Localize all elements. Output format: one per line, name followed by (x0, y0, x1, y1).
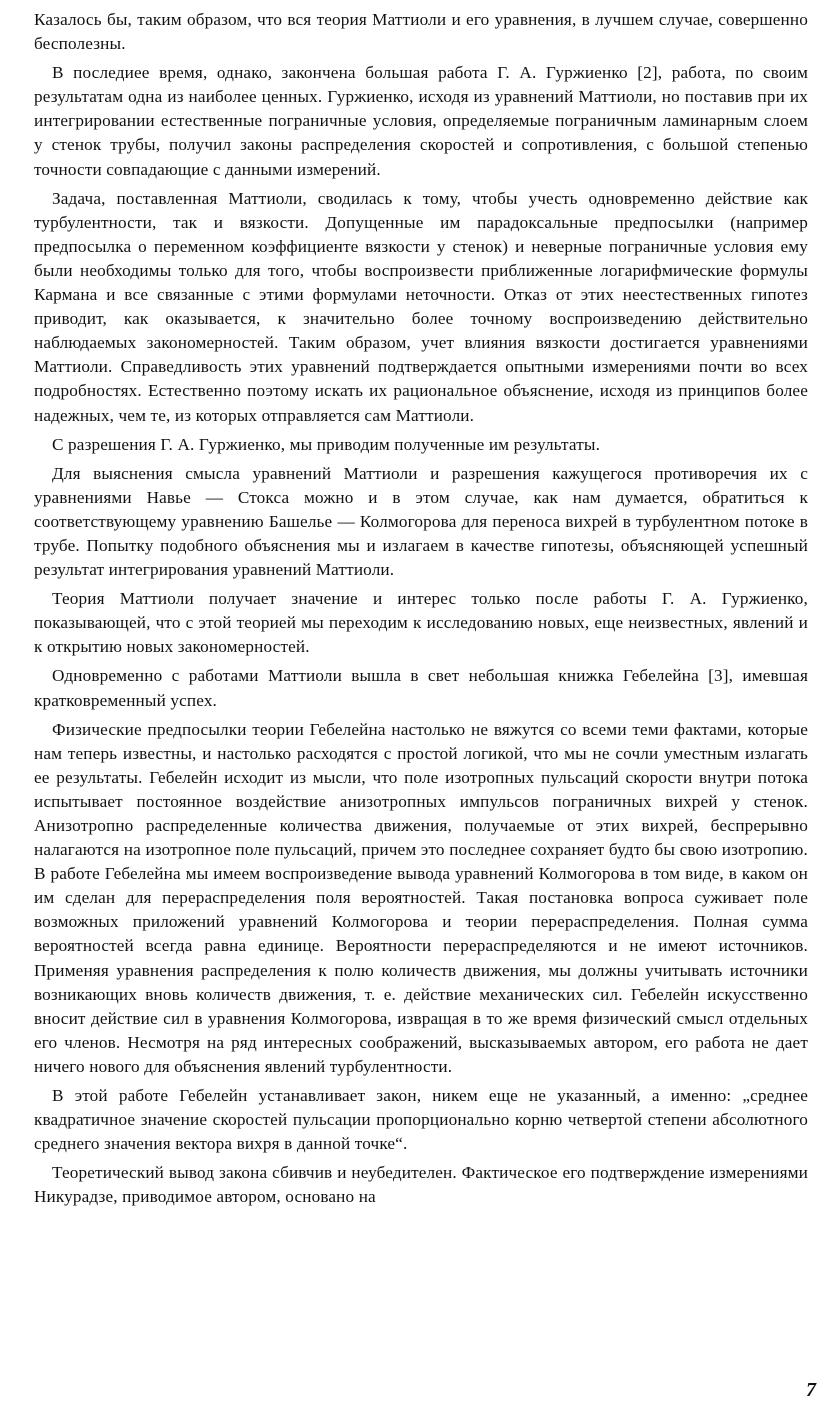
paragraph-6: Теория Маттиоли получает значение и интерес только после работы Г. А. Гуржиенко, показывающей, что с этой теорией мы переходим к исследованию новых, еще неизвестных, явлений и к открытию новых закономерностей. (34, 589, 808, 657)
page-number: 7 (806, 1379, 816, 1401)
paragraph-8: Физические предпосылки теории Гебелейна настолько не вяжутся со всеми теми фактами, которые нам теперь известны, и настолько расходятся с простой логикой, что мы не сочли уместным излагать ее результаты. Гебелейн исходит из мысли, что поле изотропных пульсаций скорости внутри потока испытывает постоянное воздействие анизотропных импульсов пограничных вихрей у стенок. Анизотропно распределенные количества движения, получаемые от этих вихрей, беспрерывно налагаются на изотропное поле пульсаций, причем это последнее сохраняет будто бы свою изотропию. В работе Гебелейна мы имеем воспроизведение вывода уравнений Колмогорова в том виде, в каком он им сделан для перераспределения поля вероятностей. Такая постановка вопроса суживает поле возможных приложений уравнений Колмогорова и теории перераспределения. Полная сумма вероятностей всегда равна единице. Вероятности перераспределяются и не имеют источников. Применяя уравнения распределения к полю количеств движения, мы должны учитывать источники возникающих вновь количеств движения, т. е. действие механических сил. Гебелейн искусственно вносит действие сил в уравнения Колмогорова, извращая в то же время физический смысл отдельных его членов. Несмотря на ряд интересных соображений, высказываемых автором, его работа не дает ничего нового для объяснения явлений турбулентности. (34, 719, 808, 1076)
paragraph-1: Казалось бы, таким образом, что вся теория Маттиоли и его уравнения, в лучшем случае, совершенно бесполезны. (34, 10, 808, 54)
paragraph-2: В последиее время, однако, закончена большая работа Г. А. Гуржиенко [2], работа, по своим результатам одна из наиболее ценных. Гуржиенко, исходя из уравнений Маттиоли, но поставив при их интегрировании естественные пограничные условия, определяемые пограничным ламинарным слоем у стенок трубы, получил законы распределения скоростей и сопротивления, с большой степенью точности совпадающие с данными измерений. (34, 63, 808, 179)
paragraph-5: Для выяснения смысла уравнений Маттиоли и разрешения кажущегося противоречия их с уравнениями Навье — Стокса можно и в этом случае, как нам думается, обратиться к соответствующему уравнению Башелье — Колмогорова для переноса вихрей в турбулентном потоке в трубе. Попытку подобного объяснения мы и излагаем в качестве гипотезы, объясняющей успешный результат интегрирования уравнений Маттиоли. (34, 463, 808, 580)
paragraph-9: В этой работе Гебелейн устанавливает закон, никем еще не указанный, а именно: „среднее квадратичное значение скоростей пульсации пропорционально корню четвертой степени абсолютного среднего значения вектора вихря в данной точке“. (34, 1086, 808, 1154)
paragraph-4: С разрешения Г. А. Гуржиенко, мы приводим полученные им результаты. (52, 434, 601, 454)
paragraph-3: Задача, поставленная Маттиоли, сводилась к тому, чтобы учесть одновременно действие как турбулентности, так и вязкости. Допущенные им парадоксальные предпосылки (например предпосылка о переменном коэффициенте вязкости у стенок) и неверные пограничные условия ему были необходимы только для того, чтобы воспроизвести приближенные логарифмические формулы Кармана и все связанные с этими формулами неточности. Отказ от этих неестественных гипотез приводит, как оказывается, к значительно более точному воспроизведению действительно наблюдаемых закономерностей. Таким образом, учет влияния вязкости достигается уравнениями Маттиоли. Справедливость этих уравнений подтверждается опытными измерениями почти во всех подробностях. Естественно поэтому искать их рациональное объяснение, исходя из принципов более надежных, чем те, из которых отправляется сам Маттиоли. (34, 188, 808, 425)
paragraph-10: Теоретический вывод закона сбивчив и неубедителен. Фактическое его подтверждение измерениями Никурадзе, приводимое автором, основано на (34, 1163, 808, 1207)
document-page (34, 8, 808, 1398)
paragraph-7: Одновременно с работами Маттиоли вышла в свет небольшая книжка Гебелейна [3], имевшая кратковременный успех. (34, 666, 808, 710)
